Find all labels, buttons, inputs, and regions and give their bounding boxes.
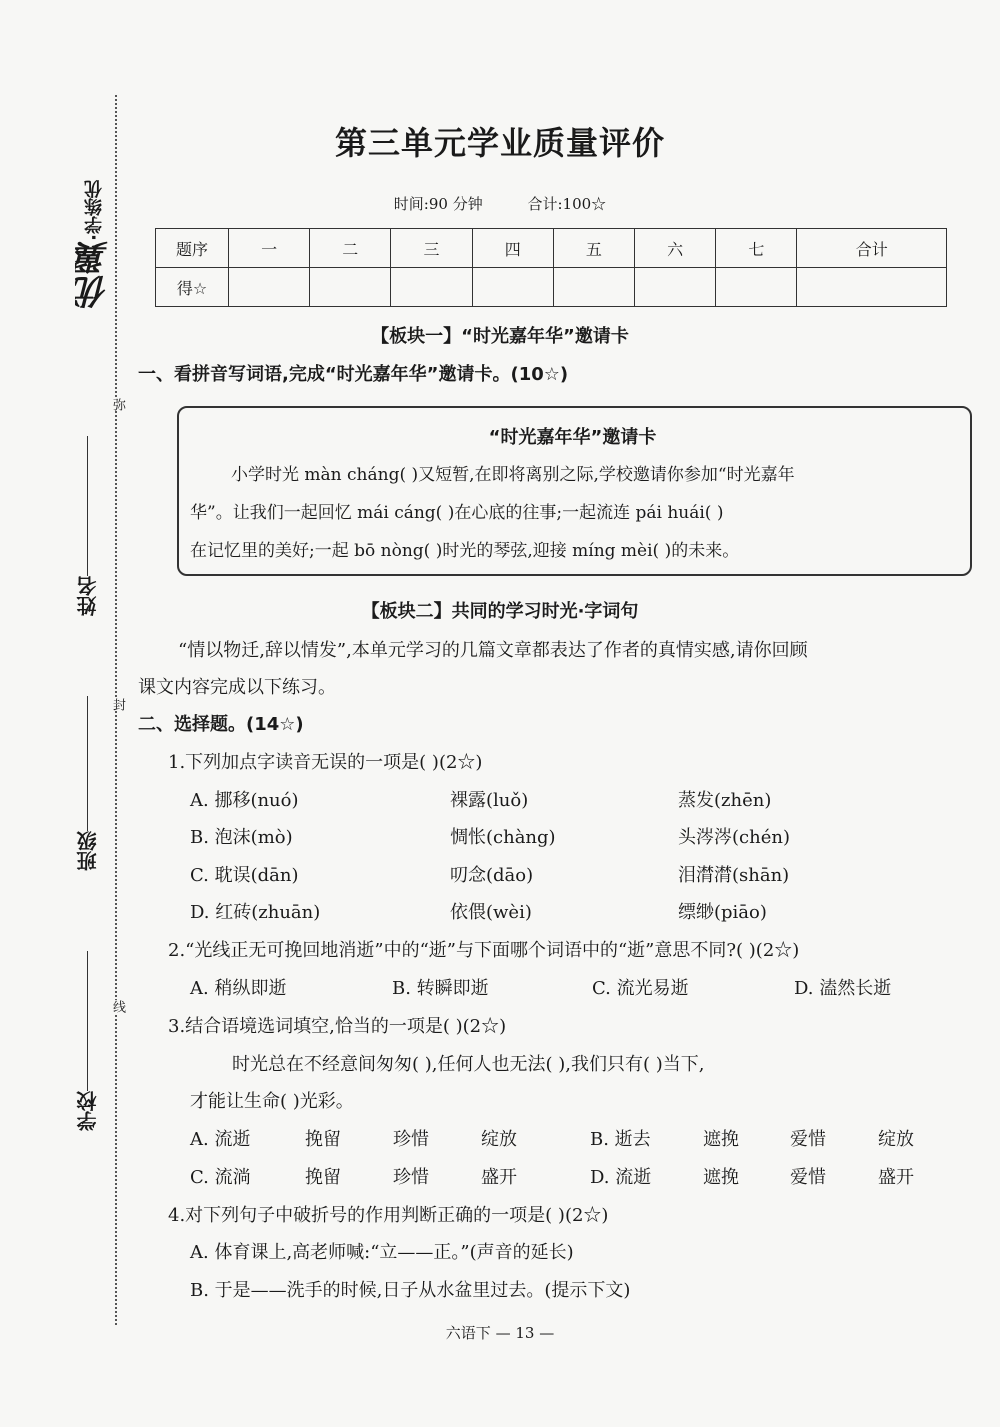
q1-option-word: 依偎(wèi) [450, 902, 532, 923]
q1-stem: 1.下列加点字读音无误的一项是( )(2☆) [168, 752, 483, 773]
block1-heading: 【板块一】“时光嘉年华”邀请卡 [371, 326, 629, 347]
page-title: 第三单元学业质量评价 [334, 124, 665, 162]
q3-option-word: 绽放 [481, 1129, 517, 1150]
name-label: 姓名 [75, 576, 100, 616]
q1-option-word: 头涔涔(chén) [678, 827, 790, 848]
q2-option[interactable]: D. 溘然长逝 [794, 978, 892, 999]
class-field[interactable] [58, 690, 116, 871]
exam-total: 合计:100☆ [527, 195, 607, 213]
q2-stem: 2.“光线正无可挽回地消逝”中的“逝”与下面哪个词语中的“逝”意思不同?( )(2☆) [168, 940, 800, 961]
score-input-cell[interactable] [797, 268, 947, 307]
q1-option-word: 蒸发(zhēn) [678, 790, 772, 811]
q1-option[interactable]: A. 挪移(nuó) [190, 790, 299, 811]
q3-context-line: 时光总在不经意间匆匆( ),任何人也无法( ),我们只有( )当下, [232, 1054, 705, 1075]
q4-option[interactable]: A. 体育课上,高老师喊:“立——正。”(声音的延长) [190, 1242, 574, 1263]
score-cell: 七 [716, 229, 797, 268]
q1-option[interactable]: C. 耽误(dān) [190, 865, 299, 886]
score-input-cell[interactable] [635, 268, 716, 307]
q3-option-word: 挽留 [305, 1129, 341, 1150]
cut-mark-feng: 封 [110, 698, 125, 711]
score-cell: 五 [553, 229, 634, 268]
q2-option[interactable]: A. 稍纵即逝 [190, 978, 287, 999]
score-cell: 二 [310, 229, 391, 268]
q3-option[interactable]: D. 流逝 [590, 1167, 652, 1188]
name-blank[interactable] [87, 436, 88, 576]
school-label: 学校 [75, 1091, 100, 1131]
card-line: 华”。让我们一起回忆 mái cáng( )在心底的往事;一起流连 pái huái( ) [190, 503, 724, 523]
q1-option[interactable]: D. 红砖(zhuān) [190, 902, 321, 923]
q3-option-word: 珍惜 [393, 1167, 429, 1188]
q1-option-word: 泪潸潸(shān) [678, 865, 790, 886]
q3-option-word: 盛开 [481, 1167, 517, 1188]
school-blank[interactable] [87, 951, 88, 1091]
cut-mark-mi: 弥 [110, 398, 125, 411]
block2-heading: 【板块二】共同的学习时光·字词句 [361, 601, 639, 622]
card-line: 在记忆里的美好;一起 bō nòng( )时光的琴弦,迎接 míng mèi( )的未来。 [190, 541, 740, 561]
score-cell: 合计 [797, 229, 947, 268]
section-choice-title: 二、选择题。(14☆) [138, 714, 304, 735]
q3-option-word: 珍惜 [393, 1129, 429, 1150]
score-cell: 一 [229, 229, 310, 268]
exam-meta [0, 193, 1000, 214]
name-field[interactable] [58, 430, 116, 616]
score-input-cell[interactable] [391, 268, 472, 307]
score-row-label: 得☆ [156, 268, 229, 307]
logo-text: 优翼 [75, 240, 115, 309]
school-field[interactable] [58, 945, 116, 1131]
q1-option-word: 叨念(dāo) [450, 865, 534, 886]
q3-option-word: 遮挽 [703, 1129, 739, 1150]
score-input-cell[interactable] [553, 268, 634, 307]
q3-option-word: 遮挽 [703, 1167, 739, 1188]
q3-option-word: 挽留 [305, 1167, 341, 1188]
score-cell: 六 [635, 229, 716, 268]
q2-option[interactable]: B. 转瞬即逝 [392, 978, 489, 999]
block2-intro-line: “情以物迁,辞以情发”,本单元学习的几篇文章都表达了作者的真情实感,请你回顾 [178, 640, 808, 661]
score-table [155, 228, 947, 307]
class-blank[interactable] [87, 696, 88, 831]
exam-time: 时间:90 分钟 [393, 195, 483, 213]
score-table-header-row [156, 229, 947, 268]
block2-intro-line: 课文内容完成以下练习。 [138, 677, 336, 698]
q4-stem: 4.对下列句子中破折号的作用判断正确的一项是( )(2☆) [168, 1205, 609, 1226]
score-input-cell[interactable] [716, 268, 797, 307]
q3-option-word: 盛开 [878, 1167, 914, 1188]
cut-mark-xian: 线 [110, 1000, 125, 1013]
q3-option-word: 绽放 [878, 1129, 914, 1150]
class-label: 班级 [75, 831, 100, 871]
q1-option-word: 裸露(luǒ) [450, 790, 529, 811]
score-cell: 题序 [156, 229, 229, 268]
q1-option-word: 惆怅(chàng) [450, 827, 556, 848]
logo-subtitle: ·学练优 [84, 180, 105, 241]
score-cell: 三 [391, 229, 472, 268]
card-line: 小学时光 màn cháng( )又短暂,在即将离别之际,学校邀请你参加“时光嘉年 [231, 465, 795, 485]
q4-option[interactable]: B. 于是——洗手的时候,日子从水盆里过去。(提示下文) [190, 1280, 631, 1301]
block1-question: 一、看拼音写词语,完成“时光嘉年华”邀请卡。(10☆) [138, 364, 569, 385]
q3-option[interactable]: C. 流淌 [190, 1167, 251, 1188]
page-footer: 六语下 — 13 — [445, 1324, 555, 1342]
q1-option-word: 缥缈(piāo) [678, 902, 767, 923]
q3-option[interactable]: B. 逝去 [590, 1129, 651, 1150]
score-cell: 四 [472, 229, 553, 268]
invitation-card-title: “时光嘉年华”邀请卡 [488, 427, 657, 448]
q3-option-word: 爱惜 [790, 1129, 826, 1150]
score-table-score-row [156, 268, 947, 307]
score-input-cell[interactable] [229, 268, 310, 307]
q3-option[interactable]: A. 流逝 [190, 1129, 251, 1150]
q3-option-word: 爱惜 [790, 1167, 826, 1188]
q2-option[interactable]: C. 流光易逝 [592, 978, 689, 999]
q3-stem: 3.结合语境选词填空,恰当的一项是( )(2☆) [168, 1016, 507, 1037]
score-input-cell[interactable] [472, 268, 553, 307]
q1-option[interactable]: B. 泡沫(mò) [190, 827, 293, 848]
score-input-cell[interactable] [310, 268, 391, 307]
q3-context-line: 才能让生命( )光彩。 [190, 1091, 354, 1112]
